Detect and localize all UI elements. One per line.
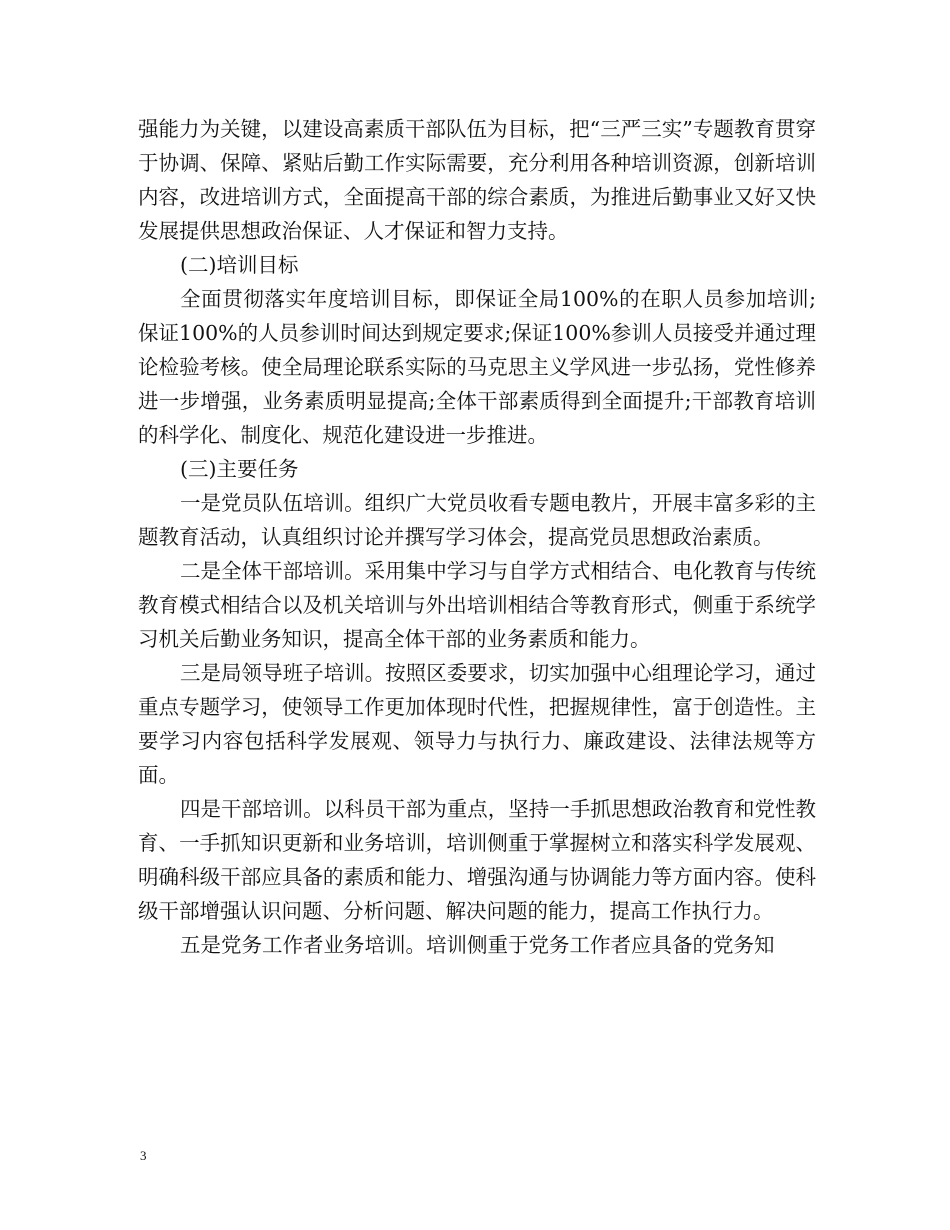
- paragraph-task-3: 三是局领导班子培训。按照区委要求，切实加强中心组理论学习，通过重点专题学习，使领导工作更加体现时代性，把握规律性，富于创造性。主要学习内容包括科学发展观、领导力与执行力、廉政建设、法律法规等方面。: [138, 661, 816, 787]
- paragraph-task-1: 一是党员队伍培训。组织广大党员收看专题电教片，开展丰富多彩的主题教育活动，认真组织讨论并撰写学习体会，提高党员思想政治素质。: [138, 491, 816, 549]
- paragraph-task-4: 四是干部培训。以科员干部为重点，坚持一手抓思想政治教育和党性教育、一手抓知识更新和业务培训，培训侧重于掌握树立和落实科学发展观、明确科级干部应具备的素质和能力、增强沟通与协调能力等方面内容。使科级干部增强认识问题、分析问题、解决问题的能力，提高工作执行力。: [138, 797, 816, 923]
- section-heading-main-tasks: (三)主要任务: [180, 457, 299, 481]
- paragraph-continuation: 强能力为关键，以建设高素质干部队伍为目标，把“三严三实”专题教育贯穿于协调、保障、紧贴后勤工作实际需要，充分利用各种培训资源，创新培训内容，改进培训方式，全面提高干部的综合素质，为推进后勤事业又好又快发展提供思想政治保证、人才保证和智力支持。: [138, 117, 816, 243]
- page-number: 3: [140, 1148, 147, 1163]
- paragraph-task-5: 五是党务工作者业务培训。培训侧重于党务工作者应具备的党务知: [180, 933, 775, 957]
- paragraph-task-2: 二是全体干部培训。采用集中学习与自学方式相结合、电化教育与传统教育模式相结合以及机关培训与外出培训相结合等教育形式，侧重于系统学习机关后勤业务知识，提高全体干部的业务素质和能力。: [138, 559, 816, 651]
- section-heading-training-goals: (二)培训目标: [180, 253, 299, 277]
- document-body: [138, 112, 816, 962]
- paragraph-training-goals: 全面贯彻落实年度培训目标，即保证全局100%的在职人员参加培训;保证100%的人员参训时间达到规定要求;保证100%参训人员接受并通过理论检验考核。使全局理论联系实际的马克思主义学风进一步弘扬，党性修养进一步增强，业务素质明显提高;全体干部素质得到全面提升;干部教育培训的科学化、制度化、规范化建设进一步推进。: [138, 287, 816, 447]
